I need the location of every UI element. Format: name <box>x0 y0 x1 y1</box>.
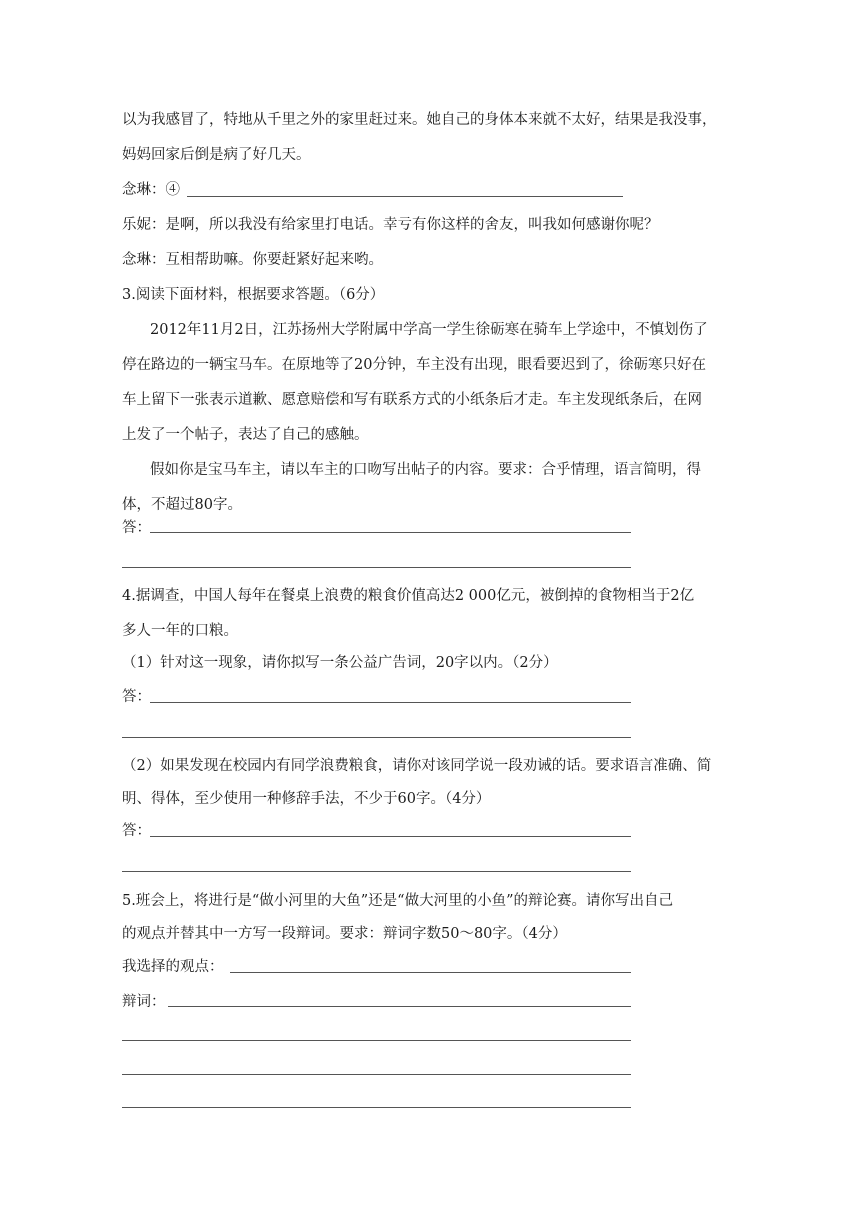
q4-line1: 4.据调查，中国人每年在餐桌上浪费的粮食价值高达2 000亿元，被倒掉的食物相当于2亿 <box>122 588 695 604</box>
q3-title: 3.阅读下面材料，根据要求答题。（6分） <box>122 287 385 303</box>
q4-sub2-answer-line-1[interactable] <box>150 836 631 837</box>
dialogue-line-2: 妈妈回家后倒是病了好几天。 <box>122 147 311 163</box>
q4-line2: 多人一年的口粮。 <box>122 623 238 639</box>
q4-sub2-line1: （2）如果发现在校园内有同学浪费粮食，请你对该同学说一段劝诫的话。要求语言准确、简 <box>122 758 712 774</box>
q3-para1-line3: 车上留下一张表示道歉、愿意赔偿和写有联系方式的小纸条后才走。车主发现纸条后，在网 <box>122 392 702 408</box>
q4-sub1-answer-line-1[interactable] <box>150 702 631 703</box>
q5-viewpoint-line[interactable] <box>230 972 631 973</box>
q3-answer-label: 答： <box>122 520 151 536</box>
q5-argument-line-4[interactable] <box>122 1107 631 1108</box>
q4-sub2-answer-line-2[interactable] <box>122 871 631 872</box>
lene-reply: 乐妮：是啊，所以我没有给家里打电话。幸亏有你这样的舍友，叫我如何感谢你呢？ <box>122 217 659 233</box>
q3-para2-line1: 假如你是宝马车主，请以车主的口吻写出帖子的内容。要求：合乎情理，语言简明，得 <box>150 462 701 478</box>
q5-argument-label: 辩词： <box>122 994 166 1010</box>
q4-sub1: （1）针对这一现象，请你拟写一条公益广告词，20字以内。（2分） <box>122 655 558 671</box>
q3-para1-line4: 上发了一个帖子，表达了自己的感触。 <box>122 427 369 443</box>
q4-sub1-answer-line-2[interactable] <box>122 737 631 738</box>
q4-sub1-answer-label: 答： <box>122 689 151 705</box>
q5-argument-line-3[interactable] <box>122 1074 631 1075</box>
q3-answer-line-1[interactable] <box>150 532 631 533</box>
q5-line1: 5.班会上，将进行是“做小河里的大鱼”还是“做大河里的小鱼”的辩论赛。请你写出自己 <box>122 893 673 909</box>
nianlin-final: 念琳：互相帮助嘛。你要赶紧好起来哟。 <box>122 252 383 268</box>
q4-sub2-line2: 明、得体，至少使用一种修辞手法，不少于60字。（4分） <box>122 791 491 807</box>
q5-line2: 的观点并替其中一方写一段辩词。要求：辩词字数50～80字。（4分） <box>122 926 567 942</box>
q3-para2-line2: 体，不超过80字。 <box>122 497 242 513</box>
q5-viewpoint-label: 我选择的观点： <box>122 959 224 975</box>
answer-blank-4[interactable] <box>187 196 623 197</box>
q3-answer-line-2[interactable] <box>122 567 631 568</box>
nianlin-blank-label: 念琳：④ <box>122 182 180 198</box>
q5-argument-line-2[interactable] <box>122 1040 631 1041</box>
dialogue-line-1: 以为我感冒了，特地从千里之外的家里赶过来。她自己的身体本来就不太好，结果是我没事， <box>122 112 717 128</box>
q3-para1-line2: 停在路边的一辆宝马车。在原地等了20分钟，车主没有出现，眼看要迟到了，徐砺寒只好在 <box>122 357 706 373</box>
q4-sub2-answer-label: 答： <box>122 823 151 839</box>
q5-argument-line-1[interactable] <box>168 1006 631 1007</box>
q3-para1-line1: 2012年11月2日，江苏扬州大学附属中学高一学生徐砺寒在骑车上学途中，不慎划伤了 <box>150 322 708 338</box>
